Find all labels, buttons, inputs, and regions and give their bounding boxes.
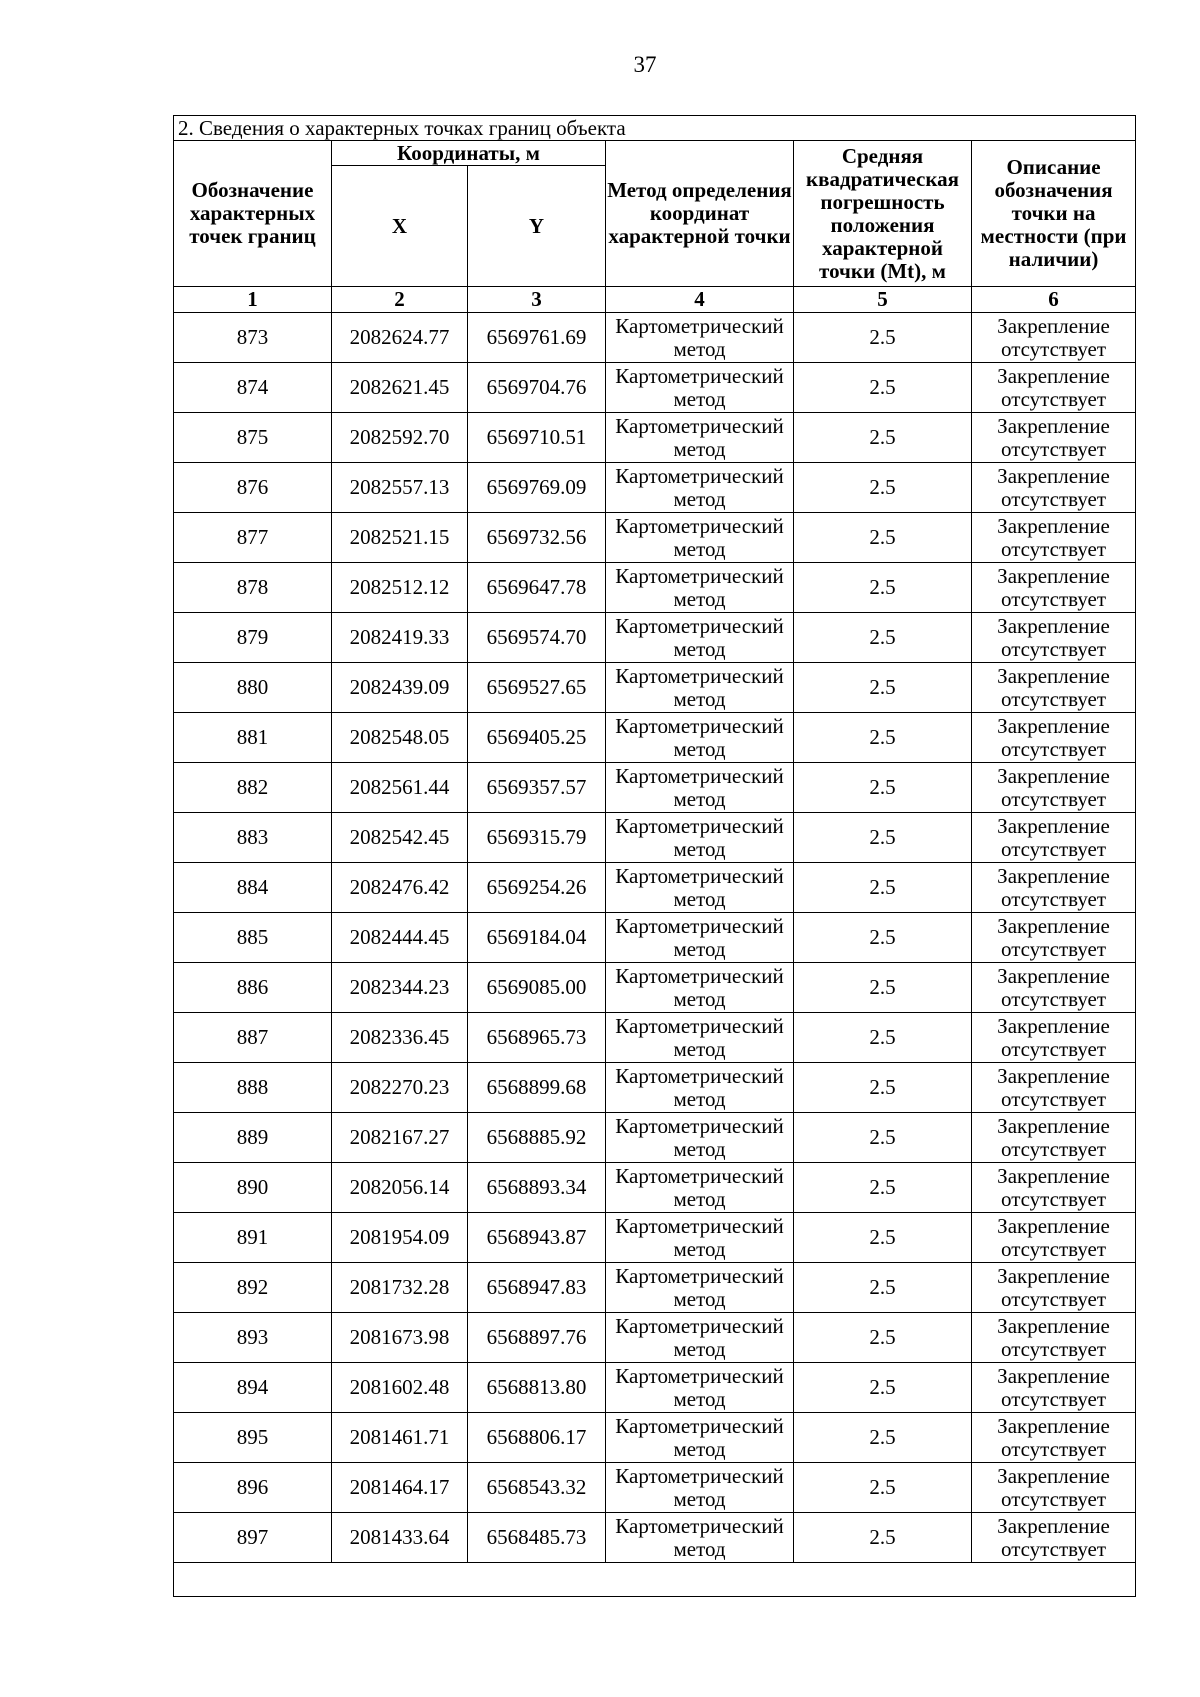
y-coordinate-cell: 6568965.73 <box>468 1013 606 1063</box>
column-number-5: 5 <box>794 287 972 313</box>
description-cell <box>972 963 1136 1013</box>
y-coordinate-cell: 6569769.09 <box>468 463 606 513</box>
method-cell <box>606 713 794 763</box>
table-row <box>174 513 1136 563</box>
y-coordinate-cell: 6568897.76 <box>468 1313 606 1363</box>
error-cell: 2.5 <box>794 763 972 813</box>
description-line-2: отсутствует <box>1000 486 1107 511</box>
x-coordinate-cell: 2081732.28 <box>332 1263 468 1313</box>
method-line-1: Картометрический <box>615 863 784 888</box>
description-cell <box>972 1513 1136 1563</box>
description-line-1: Закрепление <box>997 763 1110 788</box>
description-line-1: Закрепление <box>997 713 1110 738</box>
point-id-cell: 897 <box>174 1513 332 1563</box>
method-line-2: метод <box>673 886 726 911</box>
error-cell: 2.5 <box>794 1213 972 1263</box>
description-line-2: отсутствует <box>1000 1486 1107 1511</box>
description-line-1: Закрепление <box>997 1113 1110 1138</box>
table-row <box>174 313 1136 363</box>
method-line-2: метод <box>673 1136 726 1161</box>
error-cell: 2.5 <box>794 1163 972 1213</box>
description-line-2: отсутствует <box>1000 1536 1107 1561</box>
description-line-2: отсутствует <box>1000 336 1107 361</box>
x-coordinate-cell: 2082621.45 <box>332 363 468 413</box>
description-line-2: отсутствует <box>1000 586 1107 611</box>
description-line-1: Закрепление <box>997 1163 1110 1188</box>
error-cell: 2.5 <box>794 1313 972 1363</box>
point-id-cell: 887 <box>174 1013 332 1063</box>
table-row <box>174 413 1136 463</box>
point-id-cell: 874 <box>174 363 332 413</box>
table-row <box>174 963 1136 1013</box>
method-line-1: Картометрический <box>615 713 784 738</box>
error-cell: 2.5 <box>794 463 972 513</box>
description-line-2: отсутствует <box>1000 836 1107 861</box>
x-coordinate-cell: 2082624.77 <box>332 313 468 363</box>
empty-cell <box>174 1563 1136 1597</box>
description-line-1: Закрепление <box>997 813 1110 838</box>
error-cell: 2.5 <box>794 813 972 863</box>
method-line-2: метод <box>673 636 726 661</box>
method-line-1: Картометрический <box>615 1263 784 1288</box>
method-cell <box>606 613 794 663</box>
table-row <box>174 1363 1136 1413</box>
method-line-2: метод <box>673 536 726 561</box>
description-cell <box>972 563 1136 613</box>
method-line-1: Картометрический <box>615 1163 784 1188</box>
x-coordinate-cell: 2082557.13 <box>332 463 468 513</box>
header-coordinates: Координаты, м <box>332 141 606 166</box>
x-coordinate-cell: 2081954.09 <box>332 1213 468 1263</box>
point-id-cell: 893 <box>174 1313 332 1363</box>
description-cell <box>972 1263 1136 1313</box>
y-coordinate-cell: 6568543.32 <box>468 1463 606 1513</box>
error-cell: 2.5 <box>794 1463 972 1513</box>
method-cell <box>606 1363 794 1413</box>
method-line-2: метод <box>673 386 726 411</box>
x-coordinate-cell: 2081461.71 <box>332 1413 468 1463</box>
method-line-2: метод <box>673 1336 726 1361</box>
method-cell <box>606 1163 794 1213</box>
table-row <box>174 1013 1136 1063</box>
x-coordinate-cell: 2082336.45 <box>332 1013 468 1063</box>
error-cell: 2.5 <box>794 363 972 413</box>
x-coordinate-cell: 2082548.05 <box>332 713 468 763</box>
x-coordinate-cell: 2081433.64 <box>332 1513 468 1563</box>
error-cell: 2.5 <box>794 313 972 363</box>
x-coordinate-cell: 2082542.45 <box>332 813 468 863</box>
method-line-2: метод <box>673 686 726 711</box>
method-cell <box>606 763 794 813</box>
method-cell <box>606 1463 794 1513</box>
points-table <box>173 115 1136 1597</box>
description-line-2: отсутствует <box>1000 886 1107 911</box>
method-line-1: Картометрический <box>615 663 784 688</box>
method-line-1: Картометрический <box>615 1513 784 1538</box>
error-cell: 2.5 <box>794 1113 972 1163</box>
description-line-1: Закрепление <box>997 613 1110 638</box>
y-coordinate-cell: 6569732.56 <box>468 513 606 563</box>
method-cell <box>606 1513 794 1563</box>
method-cell <box>606 663 794 713</box>
description-line-1: Закрепление <box>997 463 1110 488</box>
description-cell <box>972 413 1136 463</box>
method-cell <box>606 513 794 563</box>
description-cell <box>972 1413 1136 1463</box>
y-coordinate-cell: 6569527.65 <box>468 663 606 713</box>
y-coordinate-cell: 6569405.25 <box>468 713 606 763</box>
method-line-2: метод <box>673 436 726 461</box>
description-cell <box>972 1363 1136 1413</box>
method-cell <box>606 1263 794 1313</box>
error-cell: 2.5 <box>794 513 972 563</box>
description-line-1: Закрепление <box>997 1013 1110 1038</box>
method-line-1: Картометрический <box>615 363 784 388</box>
point-id-cell: 885 <box>174 913 332 963</box>
page-number: 37 <box>633 52 657 77</box>
error-cell: 2.5 <box>794 563 972 613</box>
x-coordinate-cell: 2082476.42 <box>332 863 468 913</box>
description-cell <box>972 1463 1136 1513</box>
description-line-1: Закрепление <box>997 363 1110 388</box>
description-line-2: отсутствует <box>1000 386 1107 411</box>
method-line-2: метод <box>673 1036 726 1061</box>
description-line-1: Закрепление <box>997 1313 1110 1338</box>
description-line-1: Закрепление <box>997 913 1110 938</box>
table-row <box>174 763 1136 813</box>
description-line-1: Закрепление <box>997 963 1110 988</box>
method-cell <box>606 1413 794 1463</box>
method-cell <box>606 1113 794 1163</box>
method-line-1: Картометрический <box>615 563 784 588</box>
table-footer-empty-row <box>174 1563 1136 1597</box>
method-line-1: Картометрический <box>615 1113 784 1138</box>
description-cell <box>972 513 1136 563</box>
description-cell <box>972 313 1136 363</box>
table-row <box>174 863 1136 913</box>
method-line-2: метод <box>673 1286 726 1311</box>
y-coordinate-cell: 6569254.26 <box>468 863 606 913</box>
method-line-2: метод <box>673 1486 726 1511</box>
method-line-2: метод <box>673 1236 726 1261</box>
method-line-1: Картометрический <box>615 413 784 438</box>
description-line-1: Закрепление <box>997 663 1110 688</box>
x-coordinate-cell: 2082419.33 <box>332 613 468 663</box>
description-line-2: отсутствует <box>1000 536 1107 561</box>
description-line-1: Закрепление <box>997 863 1110 888</box>
point-id-cell: 896 <box>174 1463 332 1513</box>
method-line-1: Картометрический <box>615 513 784 538</box>
error-cell: 2.5 <box>794 863 972 913</box>
x-coordinate-cell: 2081464.17 <box>332 1463 468 1513</box>
method-cell <box>606 863 794 913</box>
x-coordinate-cell: 2082512.12 <box>332 563 468 613</box>
point-id-cell: 889 <box>174 1113 332 1163</box>
description-line-2: отсутствует <box>1000 1336 1107 1361</box>
column-number-3: 3 <box>468 287 606 313</box>
description-line-1: Закрепление <box>997 1063 1110 1088</box>
y-coordinate-cell: 6569357.57 <box>468 763 606 813</box>
method-line-1: Картометрический <box>615 1213 784 1238</box>
method-cell <box>606 913 794 963</box>
y-coordinate-cell: 6568893.34 <box>468 1163 606 1213</box>
table-row <box>174 663 1136 713</box>
description-cell <box>972 1213 1136 1263</box>
x-coordinate-cell: 2082439.09 <box>332 663 468 713</box>
error-cell: 2.5 <box>794 913 972 963</box>
point-id-cell: 879 <box>174 613 332 663</box>
error-cell: 2.5 <box>794 613 972 663</box>
method-line-1: Картометрический <box>615 1063 784 1088</box>
error-cell: 2.5 <box>794 1013 972 1063</box>
description-line-2: отсутствует <box>1000 736 1107 761</box>
method-line-1: Картометрический <box>615 1313 784 1338</box>
description-cell <box>972 1063 1136 1113</box>
header-y: Y <box>468 166 606 287</box>
description-line-2: отсутствует <box>1000 436 1107 461</box>
method-line-1: Картометрический <box>615 1463 784 1488</box>
error-cell: 2.5 <box>794 963 972 1013</box>
method-cell <box>606 413 794 463</box>
description-line-2: отсутствует <box>1000 1436 1107 1461</box>
description-line-2: отсутствует <box>1000 1186 1107 1211</box>
method-line-2: метод <box>673 786 726 811</box>
error-cell: 2.5 <box>794 1513 972 1563</box>
point-id-cell: 877 <box>174 513 332 563</box>
description-line-2: отсутствует <box>1000 936 1107 961</box>
description-cell <box>972 1113 1136 1163</box>
method-line-1: Картометрический <box>615 1013 784 1038</box>
table-row <box>174 1413 1136 1463</box>
x-coordinate-cell: 2082521.15 <box>332 513 468 563</box>
method-cell <box>606 963 794 1013</box>
method-line-2: метод <box>673 1436 726 1461</box>
description-cell <box>972 463 1136 513</box>
table-row <box>174 913 1136 963</box>
description-line-1: Закрепление <box>997 1263 1110 1288</box>
description-line-2: отсутствует <box>1000 1136 1107 1161</box>
column-number-1: 1 <box>174 287 332 313</box>
point-id-cell: 895 <box>174 1413 332 1463</box>
x-coordinate-cell: 2082167.27 <box>332 1113 468 1163</box>
table-row <box>174 1263 1136 1313</box>
point-id-cell: 890 <box>174 1163 332 1213</box>
y-coordinate-cell: 6568947.83 <box>468 1263 606 1313</box>
table-row <box>174 713 1136 763</box>
description-line-1: Закрепление <box>997 513 1110 538</box>
point-id-cell: 883 <box>174 813 332 863</box>
x-coordinate-cell: 2081602.48 <box>332 1363 468 1413</box>
error-cell: 2.5 <box>794 1413 972 1463</box>
description-line-1: Закрепление <box>997 1363 1110 1388</box>
table-row <box>174 563 1136 613</box>
description-line-2: отсутствует <box>1000 686 1107 711</box>
point-id-cell: 884 <box>174 863 332 913</box>
description-cell <box>972 813 1136 863</box>
y-coordinate-cell: 6569184.04 <box>468 913 606 963</box>
point-id-cell: 876 <box>174 463 332 513</box>
method-line-1: Картометрический <box>615 1413 784 1438</box>
method-line-1: Картометрический <box>615 1363 784 1388</box>
description-cell <box>972 1313 1136 1363</box>
description-line-2: отсутствует <box>1000 986 1107 1011</box>
header-description: Описание обозначения точки на местности (при наличии) <box>972 141 1136 287</box>
section-title: 2. Сведения о характерных точках границ объекта <box>174 116 1136 141</box>
method-line-2: метод <box>673 836 726 861</box>
description-line-2: отсутствует <box>1000 786 1107 811</box>
x-coordinate-cell: 2082592.70 <box>332 413 468 463</box>
point-id-cell: 882 <box>174 763 332 813</box>
method-cell <box>606 313 794 363</box>
header-designation: Обозначение характерных точек границ <box>174 141 332 287</box>
y-coordinate-cell: 6569761.69 <box>468 313 606 363</box>
y-coordinate-cell: 6568485.73 <box>468 1513 606 1563</box>
description-line-1: Закрепление <box>997 1213 1110 1238</box>
table-row <box>174 1063 1136 1113</box>
method-line-1: Картометрический <box>615 313 784 338</box>
method-line-2: метод <box>673 1086 726 1111</box>
header-method: Метод определения координат характерной точки <box>606 141 794 287</box>
method-cell <box>606 813 794 863</box>
table-row <box>174 1513 1136 1563</box>
description-line-2: отсутствует <box>1000 1086 1107 1111</box>
point-id-cell: 878 <box>174 563 332 613</box>
method-line-1: Картометрический <box>615 613 784 638</box>
description-cell <box>972 363 1136 413</box>
point-id-cell: 880 <box>174 663 332 713</box>
point-id-cell: 892 <box>174 1263 332 1313</box>
description-line-1: Закрепление <box>997 1413 1110 1438</box>
description-cell <box>972 913 1136 963</box>
error-cell: 2.5 <box>794 713 972 763</box>
y-coordinate-cell: 6568806.17 <box>468 1413 606 1463</box>
point-id-cell: 875 <box>174 413 332 463</box>
column-number-4: 4 <box>606 287 794 313</box>
description-cell <box>972 1013 1136 1063</box>
x-coordinate-cell: 2082561.44 <box>332 763 468 813</box>
description-line-1: Закрепление <box>997 563 1110 588</box>
description-line-2: отсутствует <box>1000 1036 1107 1061</box>
y-coordinate-cell: 6569085.00 <box>468 963 606 1013</box>
error-cell: 2.5 <box>794 1063 972 1113</box>
table-row <box>174 1113 1136 1163</box>
table-row <box>174 813 1136 863</box>
method-line-1: Картометрический <box>615 913 784 938</box>
error-cell: 2.5 <box>794 1363 972 1413</box>
description-cell <box>972 1163 1136 1213</box>
description-line-1: Закрепление <box>997 313 1110 338</box>
method-line-1: Картометрический <box>615 463 784 488</box>
method-line-2: метод <box>673 1536 726 1561</box>
method-cell <box>606 1213 794 1263</box>
description-cell <box>972 663 1136 713</box>
point-id-cell: 891 <box>174 1213 332 1263</box>
y-coordinate-cell: 6568899.68 <box>468 1063 606 1113</box>
header-error: Средняя квадратическая погрешность положения характерной точки (Mt), м <box>794 141 972 287</box>
x-coordinate-cell: 2082444.45 <box>332 913 468 963</box>
description-line-2: отсутствует <box>1000 1386 1107 1411</box>
error-cell: 2.5 <box>794 663 972 713</box>
point-id-cell: 886 <box>174 963 332 1013</box>
method-line-1: Картометрический <box>615 813 784 838</box>
point-id-cell: 873 <box>174 313 332 363</box>
method-line-2: метод <box>673 586 726 611</box>
column-number-2: 2 <box>332 287 468 313</box>
table-row <box>174 1213 1136 1263</box>
description-cell <box>972 613 1136 663</box>
point-id-cell: 894 <box>174 1363 332 1413</box>
table-row <box>174 463 1136 513</box>
description-line-1: Закрепление <box>997 1463 1110 1488</box>
header-x: X <box>332 166 468 287</box>
description-line-2: отсутствует <box>1000 1236 1107 1261</box>
description-line-2: отсутствует <box>1000 1286 1107 1311</box>
method-line-2: метод <box>673 336 726 361</box>
point-id-cell: 881 <box>174 713 332 763</box>
y-coordinate-cell: 6568943.87 <box>468 1213 606 1263</box>
y-coordinate-cell: 6569710.51 <box>468 413 606 463</box>
table-row <box>174 1463 1136 1513</box>
column-number-6: 6 <box>972 287 1136 313</box>
y-coordinate-cell: 6569647.78 <box>468 563 606 613</box>
y-coordinate-cell: 6569315.79 <box>468 813 606 863</box>
method-line-2: метод <box>673 986 726 1011</box>
method-cell <box>606 1013 794 1063</box>
method-line-1: Картометрический <box>615 763 784 788</box>
table-row <box>174 363 1136 413</box>
method-line-2: метод <box>673 1186 726 1211</box>
method-line-2: метод <box>673 486 726 511</box>
y-coordinate-cell: 6568813.80 <box>468 1363 606 1413</box>
method-line-2: метод <box>673 1386 726 1411</box>
description-line-1: Закрепление <box>997 413 1110 438</box>
method-line-1: Картометрический <box>615 963 784 988</box>
error-cell: 2.5 <box>794 1263 972 1313</box>
method-cell <box>606 563 794 613</box>
description-line-2: отсутствует <box>1000 636 1107 661</box>
table-row <box>174 613 1136 663</box>
y-coordinate-cell: 6569574.70 <box>468 613 606 663</box>
method-line-2: метод <box>673 736 726 761</box>
y-coordinate-cell: 6569704.76 <box>468 363 606 413</box>
method-cell <box>606 1313 794 1363</box>
method-cell <box>606 463 794 513</box>
point-id-cell: 888 <box>174 1063 332 1113</box>
table-row <box>174 1163 1136 1213</box>
x-coordinate-cell: 2082344.23 <box>332 963 468 1013</box>
error-cell: 2.5 <box>794 413 972 463</box>
method-cell <box>606 1063 794 1113</box>
method-line-2: метод <box>673 936 726 961</box>
x-coordinate-cell: 2082056.14 <box>332 1163 468 1213</box>
method-cell <box>606 363 794 413</box>
y-coordinate-cell: 6568885.92 <box>468 1113 606 1163</box>
description-cell <box>972 713 1136 763</box>
description-cell <box>972 763 1136 813</box>
description-line-1: Закрепление <box>997 1513 1110 1538</box>
description-cell <box>972 863 1136 913</box>
x-coordinate-cell: 2081673.98 <box>332 1313 468 1363</box>
table-row <box>174 1313 1136 1363</box>
x-coordinate-cell: 2082270.23 <box>332 1063 468 1113</box>
